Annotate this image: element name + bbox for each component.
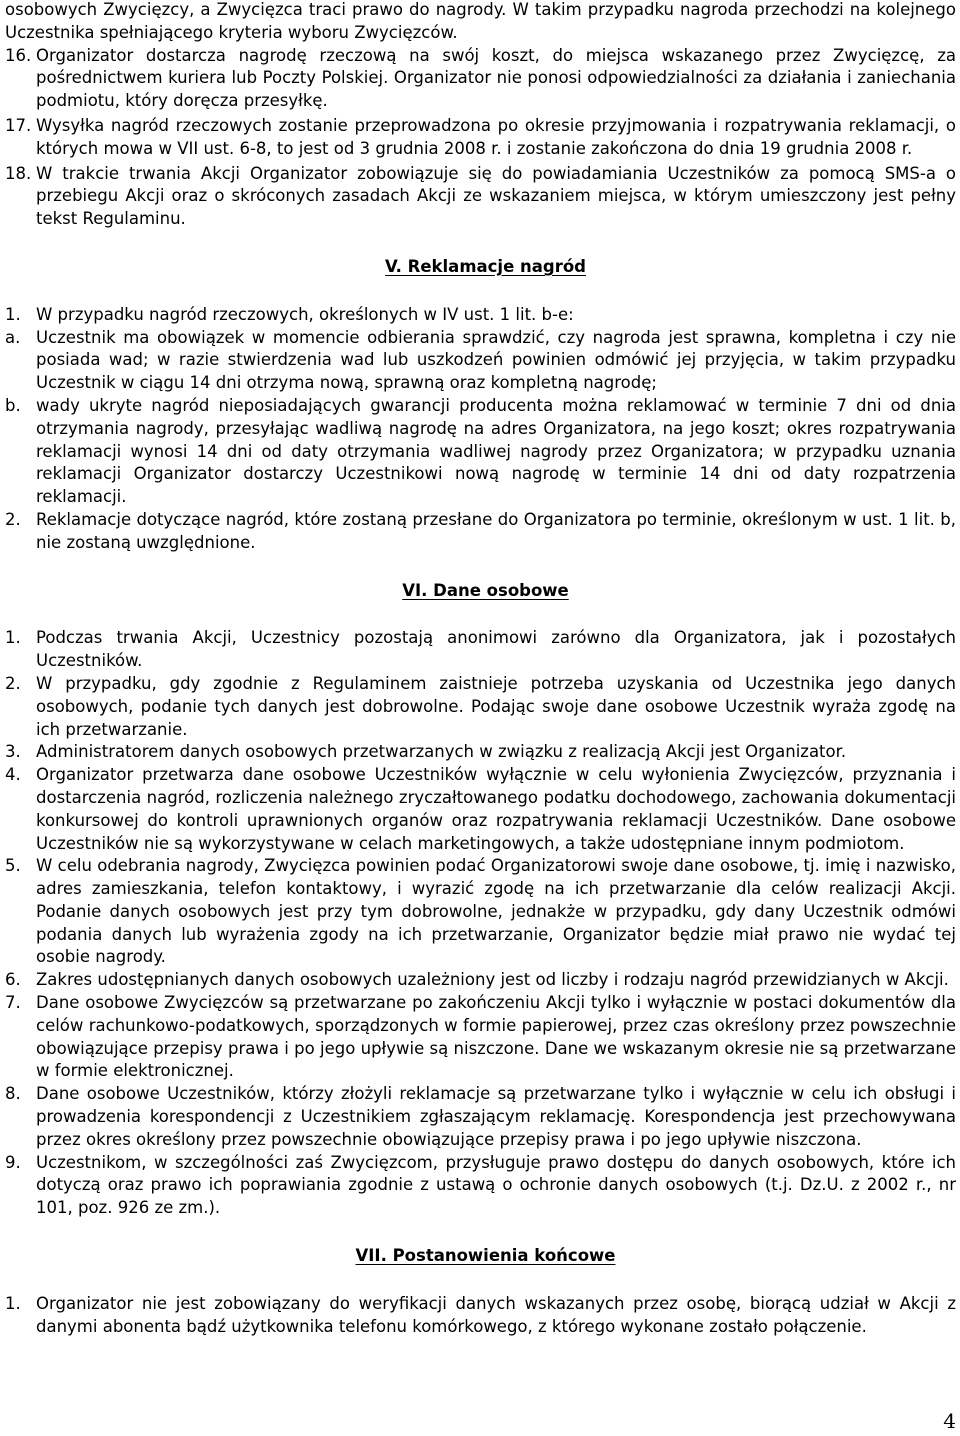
item-text: Uczestnikom, w szczególności zaś Zwycięzcom, przysługuje prawo dostępu do danych osobowych, które ich dotyczą oraz prawo ich poprawiania zgodnie z ustawą o ochronie danych osobowych (t.j. Dz.U. z 2002 r., nr 101, poz. 926 ze zm.).: [36, 1152, 956, 1218]
section-heading-vii: VII. Postanowienia końcowe: [355, 1246, 616, 1266]
item-text: W przypadku, gdy zgodnie z Regulaminem zaistnieje potrzeba uzyskania od Uczestnika jego danych osobowych, podanie tych danych jest dobrowolne. Podając swoje dane osobowe Uczestnik wyraża zgodę na ich przetwarzanie.: [36, 673, 956, 739]
list-item: [5, 673, 956, 741]
sub-list-item: [5, 395, 956, 509]
item-number: 8.: [5, 1084, 21, 1104]
list-item: [5, 741, 956, 764]
section-heading-vi: VI. Dane osobowe: [402, 580, 569, 600]
sub-item-text: Uczestnik ma obowiązek w momencie odbierania sprawdzić, czy nagroda jest sprawna, kompletna i czy nie posiada wad; w razie stwierdzenia wad lub uszkodzeń powinien odmówić jej przyjęcia, w takim przypadku Uczestnik w ciągu 14 dni otrzyma nową, sprawną oraz kompletną nagrodę;: [36, 327, 956, 393]
list-item: [5, 163, 956, 231]
list-item: [5, 992, 956, 1083]
item-number: 1.: [5, 1293, 21, 1313]
list-item: [5, 1293, 956, 1339]
item-number: 16.: [5, 45, 32, 65]
item-number: 1.: [5, 304, 21, 324]
list-item: [5, 855, 956, 969]
page-number: 4: [943, 1409, 956, 1433]
sub-item-letter: b.: [5, 395, 21, 415]
item-text: Organizator nie jest zobowiązany do weryfikacji danych wskazanych przez osobę, biorącą udział w Akcji z danymi abonenta bądź użytkownika telefonu komórkowego, z którego wykonane zostało połączenie.: [36, 1293, 956, 1336]
list-item: [5, 45, 956, 113]
item-number: 9.: [5, 1152, 21, 1172]
item-text: W trakcie trwania Akcji Organizator zobowiązuje się do powiadamiania Uczestników za pomocą SMS-a o przebiegu Akcji oraz o skróconych zasadach Akcji ze wskazaniem miejsca, w którym umieszczony jest pełny tekst Regulaminu.: [36, 163, 956, 229]
item-text: Zakres udostępnianych danych osobowych uzależniony jest od liczby i rodzaju nagród przewidzianych w Akcji.: [36, 970, 949, 990]
item-number: 5.: [5, 856, 21, 876]
item-number: 4.: [5, 765, 21, 785]
item-number: 1.: [5, 628, 21, 648]
section-heading-v: V. Reklamacje nagród: [385, 256, 586, 276]
item-text: W celu odebrania nagrody, Zwycięzca powinien podać Organizatorowi swoje dane osobowe, tj. imię i nazwisko, adres zamieszkania, telefon kontaktowy, i wyrazić zgodę na ich przetwarzanie dla celów realizacji Akcji. Podanie danych osobowych jest przy tym dobrowolne, jednakże w przypadku, gdy dany Uczestnik odmówi podania danych lub wyrażenia zgody na ich przetwarzanie, Organizator będzie miał prawo nie wydać tej osobie nagrody.: [36, 856, 956, 967]
list-item: [5, 1083, 956, 1151]
item-text: Wysyłka nagród rzeczowych zostanie przeprowadzona po okresie przyjmowania i rozpatrywania reklamacji, o których mowa w VII ust. 6-8, to jest od 3 grudnia 2008 r. i zostanie zakończona do dnia 19 grudnia 2008 r.: [36, 115, 956, 158]
item-number: 18.: [5, 163, 32, 183]
list-item: [5, 304, 956, 327]
list-item: [5, 764, 956, 855]
list-item: [5, 115, 956, 161]
item-number: 6.: [5, 970, 21, 990]
sub-list-item: [5, 327, 956, 395]
list-item: [5, 1152, 956, 1220]
item-number: 2.: [5, 509, 21, 529]
sub-item-letter: a.: [5, 327, 21, 347]
item-text: Dane osobowe Uczestników, którzy złożyli reklamacje są przetwarzane tylko i wyłącznie w celu ich obsługi i prowadzenia korespondencji z Uczestnikiem zgłaszającym reklamację. Korespondencja jest przechowywana przez okres określony przez powszechnie obowiązujące przepisy prawa i po jego upływie niszczona.: [36, 1084, 956, 1149]
list-item: [5, 969, 956, 992]
item-text: Administratorem danych osobowych przetwarzanych w związku z realizacją Akcji jest Organizator.: [36, 742, 847, 762]
item-number: 7.: [5, 993, 21, 1013]
list-item: [5, 509, 956, 555]
item-text: Dane osobowe Zwycięzców są przetwarzane po zakończeniu Akcji tylko i wyłącznie w postaci dokumentów dla celów rachunkowo-podatkowych, sporządzonych w formie papierowej, przez czas określony przez powszechnie obowiązujące przepisy prawa i po jego upływie są niszczone. Dane we wskazanym okresie nie są przetwarzane w formie elektronicznej.: [36, 993, 956, 1081]
item-number: 3.: [5, 742, 21, 762]
sub-item-text: wady ukryte nagród nieposiadających gwarancji producenta można reklamować w terminie 7 dni od dnia otrzymania nagrody, przesyłając wadliwą nagrodę na adres Organizatora, na jego koszt; okres rozpatrywania reklamacji wynosi 14 dni od daty otrzymania wadliwej nagrody przez Organizatora; w przypadku uznania reklamacji Organizator dostarczy Uczestnikowi nową nagrodę w terminie 14 dni od daty rozpatrzenia reklamacji.: [36, 395, 956, 507]
item-number: 2.: [5, 673, 21, 693]
item-text: Organizator przetwarza dane osobowe Uczestników wyłącznie w celu wyłonienia Zwycięzców, przyznania i dostarczenia nagród, rozliczenia należnego zryczałtowanego podatku dochodowego, zachowania dokumentacji konkursowej do kontroli uprawnionych organów oraz rozpatrywania reklamacji Uczestników. Dane osobowe Uczestników nie są wykorzystywane w celach marketingowych, a także udostępniane innym podmiotom.: [36, 765, 956, 853]
item-number: 17.: [5, 115, 32, 135]
item-text: Organizator dostarcza nagrodę rzeczową na swój koszt, do miejsca wskazanego przez Zwycięzcę, za pośrednictwem kuriera lub Poczty Polskiej. Organizator nie ponosi odpowiedzialności za działania i zaniechania podmiotu, który doręcza przesyłkę.: [36, 45, 956, 111]
item-text: Reklamacje dotyczące nagród, które zostaną przesłane do Organizatora po terminie, określonym w ust. 1 lit. b, nie zostaną uwzględnione.: [36, 509, 956, 552]
list-item: [5, 627, 956, 673]
paragraph-continuation: osobowych Zwycięzcy, a Zwycięzca traci prawo do nagrody. W takim przypadku nagroda przechodzi na kolejnego Uczestnika spełniającego kryteria wyboru Zwycięzców.: [5, 0, 956, 42]
item-text: W przypadku nagród rzeczowych, określonych w IV ust. 1 lit. b-e:: [36, 304, 574, 324]
item-text: Podczas trwania Akcji, Uczestnicy pozostają anonimowi zarówno dla Organizatora, jak i pozostałych Uczestników.: [36, 628, 956, 671]
